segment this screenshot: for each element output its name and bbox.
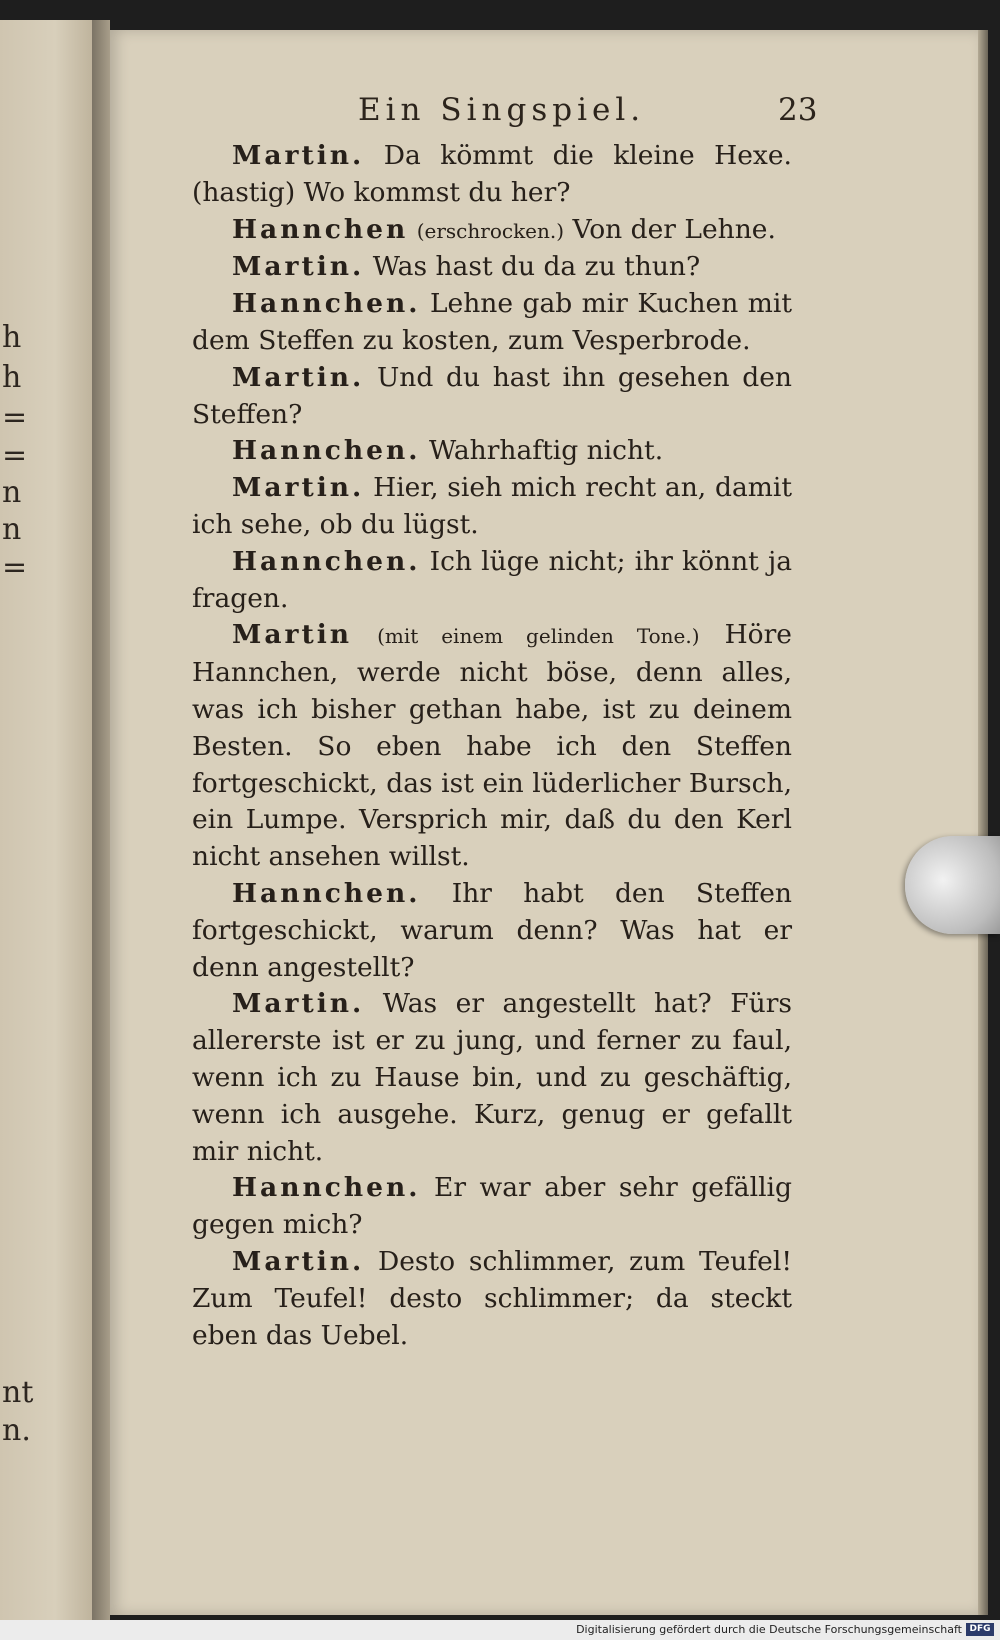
dialogue-line <box>192 1244 792 1354</box>
speaker-name: Hannchen. <box>232 1172 421 1204</box>
dialogue-line <box>192 1170 792 1244</box>
line-text: Er war aber sehr gefällig gegen mich? <box>192 1172 792 1241</box>
line-text: Lehne gab mir Kuchen mit dem Steffen zu kosten, zum Vesperbrode. <box>192 288 792 356</box>
line-text: Was hast du da zu thun? <box>372 251 701 283</box>
speaker-name: Hannchen. <box>232 435 421 467</box>
speaker-name: Martin. <box>232 472 365 504</box>
speaker-name: Hannchen. <box>232 545 421 577</box>
line-text: Wahrhaftig nicht. <box>428 435 664 467</box>
speaker-name: Martin. <box>232 251 365 283</box>
line-text: Desto schlimmer, zum Teufel! Zum Teufel! desto schlimmer; da steckt eben das Uebel. <box>192 1245 792 1351</box>
line-text: Hier, sieh mich recht an, damit ich sehe, ob du lügst. <box>192 472 792 540</box>
funding-credit: Digitalisierung gefördert durch die Deutsche Forschungsgemeinschaft <box>576 1623 962 1636</box>
dialogue-line <box>192 138 792 212</box>
line-text: Was er angestellt hat? Fürs allererste ist er zu jung, und ferner zu faul, wenn ich zu Hause bin, und zu geschäftig, wenn ich ausgehe. Kurz, genug er gefallt mir nicht. <box>192 988 792 1167</box>
left-fragment: = <box>2 550 28 585</box>
left-fragment: n. <box>2 1413 31 1448</box>
page-header <box>110 82 978 132</box>
dialogue-line <box>192 876 792 986</box>
book-gutter <box>92 20 110 1620</box>
line-text: Von der Lehne. <box>572 213 776 245</box>
speaker-name: Hannchen <box>232 213 409 245</box>
page-edge <box>978 30 988 1615</box>
dialogue-line <box>192 617 792 876</box>
running-title: Ein Singspiel. <box>358 92 646 128</box>
dialogue-line <box>192 470 792 544</box>
line-text: Da kömmt die kleine Hexe. (hastig) Wo kommst du her? <box>192 140 792 208</box>
dialogue-text <box>192 138 792 1354</box>
speaker-name: Hannchen. <box>232 877 421 909</box>
dialogue-line <box>192 433 792 470</box>
footer-bar <box>0 1620 1000 1640</box>
left-fragment: = <box>2 400 28 435</box>
line-text: Höre Hannchen, werde nicht böse, denn alles, was ich bisher gethan habe, ist zu deinem Besten. So eben habe ich den Steffen fortgeschickt, das ist ein lüderlicher Bursch, ein Lumpe. Versprich mir, daß du den Kerl nicht ansehen willst. <box>192 619 792 873</box>
left-fragment: n <box>2 475 22 510</box>
right-page <box>110 30 978 1615</box>
dfg-logo-icon: DFG <box>966 1623 994 1636</box>
speaker-name: Hannchen. <box>232 288 421 320</box>
left-page <box>0 20 92 1620</box>
left-fragment: h <box>2 360 22 395</box>
speaker-name: Martin. <box>232 1245 365 1277</box>
dialogue-line <box>192 286 792 360</box>
line-text: Ihr habt den Steffen fortgeschickt, warum denn? Was hat er denn angestellt? <box>192 877 792 983</box>
dialogue-line <box>192 212 792 250</box>
dialogue-line <box>192 544 792 618</box>
speaker-name: Martin. <box>232 988 365 1020</box>
stage-direction: (erschrocken.) <box>416 218 565 243</box>
speaker-name: Martin. <box>232 140 365 171</box>
left-fragment: nt <box>2 1375 34 1410</box>
dialogue-line <box>192 360 792 434</box>
left-fragment: h <box>2 320 22 355</box>
left-fragment: n <box>2 512 22 547</box>
line-text: Ich lüge nicht; ihr könnt ja fragen. <box>192 545 792 614</box>
speaker-name: Martin <box>232 619 353 651</box>
dialogue-line <box>192 986 792 1170</box>
stage-direction: (mit einem gelinden Tone.) <box>377 624 700 649</box>
speaker-name: Martin. <box>232 361 365 393</box>
left-fragment: = <box>2 438 28 473</box>
left-page-text-fragments <box>2 20 62 1620</box>
line-text: Und du hast ihn gesehen den Steffen? <box>192 361 792 430</box>
scanner-clip <box>905 836 1000 934</box>
page-number: 23 <box>778 92 818 128</box>
dialogue-line <box>192 249 792 286</box>
